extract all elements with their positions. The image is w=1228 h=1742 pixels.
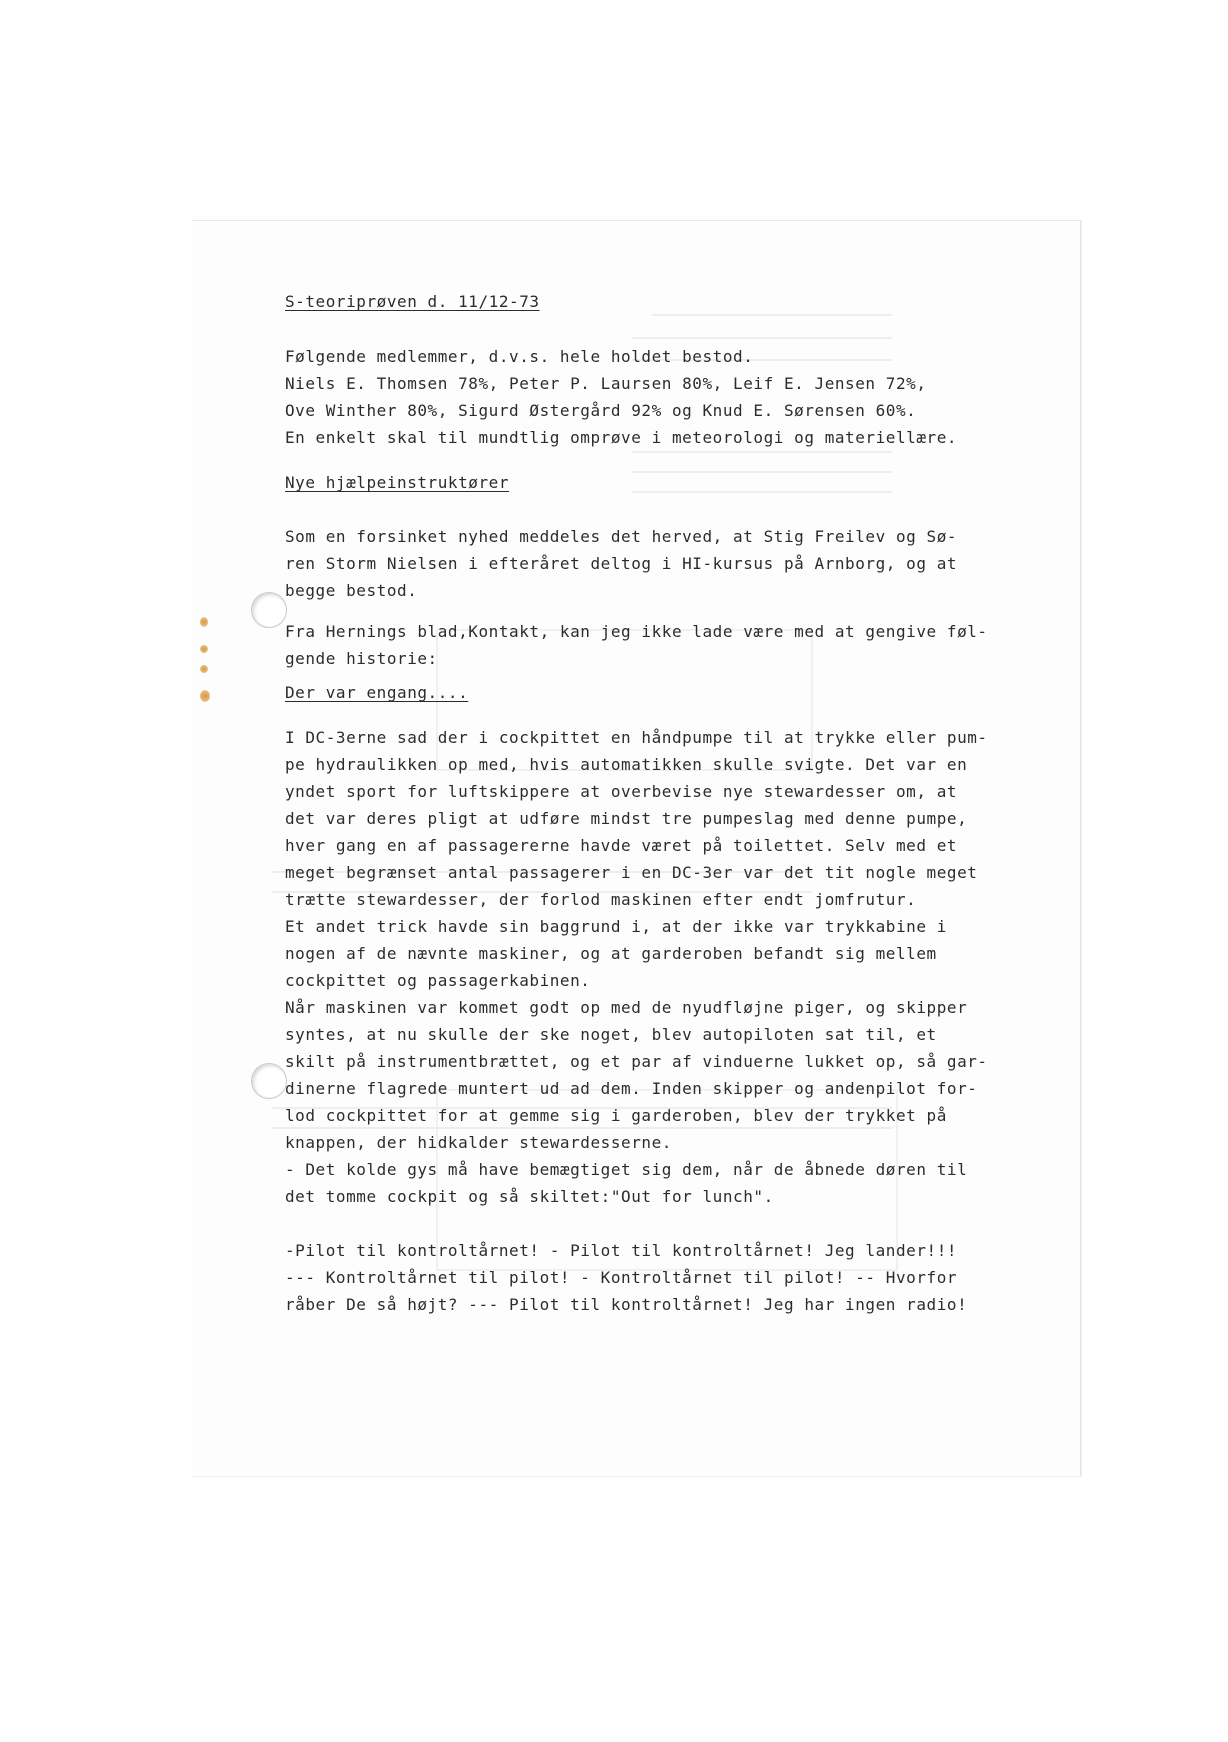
text-line: pe hydraulikken op med, hvis automatikken skulle svigte. Det var en xyxy=(285,755,968,774)
text-line: En enkelt skal til mundtlig omprøve i meteorologi og materiellære. xyxy=(285,428,958,447)
heading-der-var-engang: Der var engang.... xyxy=(285,683,469,702)
text-line: dinerne flagrede muntert ud ad dem. Inden skipper og andenpilot for- xyxy=(285,1079,978,1098)
text-line: skilt på instrumentbrættet, og et par af vinduerne lukket op, så gar- xyxy=(285,1052,988,1071)
text-line: hver gang en af passagererne havde været på toilettet. Selv med et xyxy=(285,836,958,855)
heading-s-teoriproeven: S-teoriprøven d. 11/12-73 xyxy=(285,292,540,311)
text-line: knappen, der hidkalder stewardesserne. xyxy=(285,1133,672,1152)
text-line: begge bestod. xyxy=(285,581,418,600)
rust-stain xyxy=(200,617,208,627)
text-line: Et andet trick havde sin baggrund i, at der ikke var trykkabine i xyxy=(285,917,947,936)
text-line: det tomme cockpit og så skiltet:"Out for lunch". xyxy=(285,1187,774,1206)
rust-stain xyxy=(200,665,208,673)
text-line: Niels E. Thomsen 78%, Peter P. Laursen 80%, Leif E. Jensen 72%, xyxy=(285,374,927,393)
punch-hole-bottom xyxy=(251,1063,287,1099)
text-line: Ove Winther 80%, Sigurd Østergård 92% og Knud E. Sørensen 60%. xyxy=(285,401,917,420)
rust-stain xyxy=(200,645,208,653)
text-line: trætte stewardesser, der forlod maskinen efter endt jomfrutur. xyxy=(285,890,917,909)
text-line: cockpittet og passagerkabinen. xyxy=(285,971,591,990)
text-line: -Pilot til kontroltårnet! - Pilot til kontroltårnet! Jeg lander!!! xyxy=(285,1241,958,1260)
text-line: lod cockpittet for at gemme sig i garderoben, blev der trykket på xyxy=(285,1106,947,1125)
heading-nye-hjaelpeinstruktoerer: Nye hjælpeinstruktører xyxy=(285,473,510,492)
text-line: meget begrænset antal passagerer i en DC-3er var det tit nogle meget xyxy=(285,863,978,882)
text-line: det var deres pligt at udføre mindst tre pumpeslag med denne pumpe, xyxy=(285,809,968,828)
text-line: syntes, at nu skulle der ske noget, blev autopiloten sat til, et xyxy=(285,1025,937,1044)
text-line: I DC-3erne sad der i cockpittet en håndpumpe til at trykke eller pum- xyxy=(285,728,988,747)
text-line: yndet sport for luftskippere at overbevise nye stewardesser om, at xyxy=(285,782,958,801)
text-line: --- Kontroltårnet til pilot! - Kontroltårnet til pilot! -- Hvorfor xyxy=(285,1268,958,1287)
text-line: Som en forsinket nyhed meddeles det herved, at Stig Freilev og Sø- xyxy=(285,527,958,546)
rust-stain xyxy=(200,690,210,702)
text-line: Når maskinen var kommet godt op med de nyudfløjne piger, og skipper xyxy=(285,998,968,1017)
text-line: Følgende medlemmer, d.v.s. hele holdet bestod. xyxy=(285,347,754,366)
punch-hole-top xyxy=(251,592,287,628)
text-line: råber De så højt? --- Pilot til kontroltårnet! Jeg har ingen radio! xyxy=(285,1295,968,1314)
text-line: nogen af de nævnte maskiner, og at garderoben befandt sig mellem xyxy=(285,944,937,963)
text-line: - Det kolde gys må have bemægtiget sig dem, når de åbnede døren til xyxy=(285,1160,968,1179)
text-line: gende historie: xyxy=(285,649,438,668)
text-line: ren Storm Nielsen i efteråret deltog i HI-kursus på Arnborg, og at xyxy=(285,554,958,573)
text-line: Fra Hernings blad,Kontakt, kan jeg ikke lade være med at gengive føl- xyxy=(285,622,988,641)
